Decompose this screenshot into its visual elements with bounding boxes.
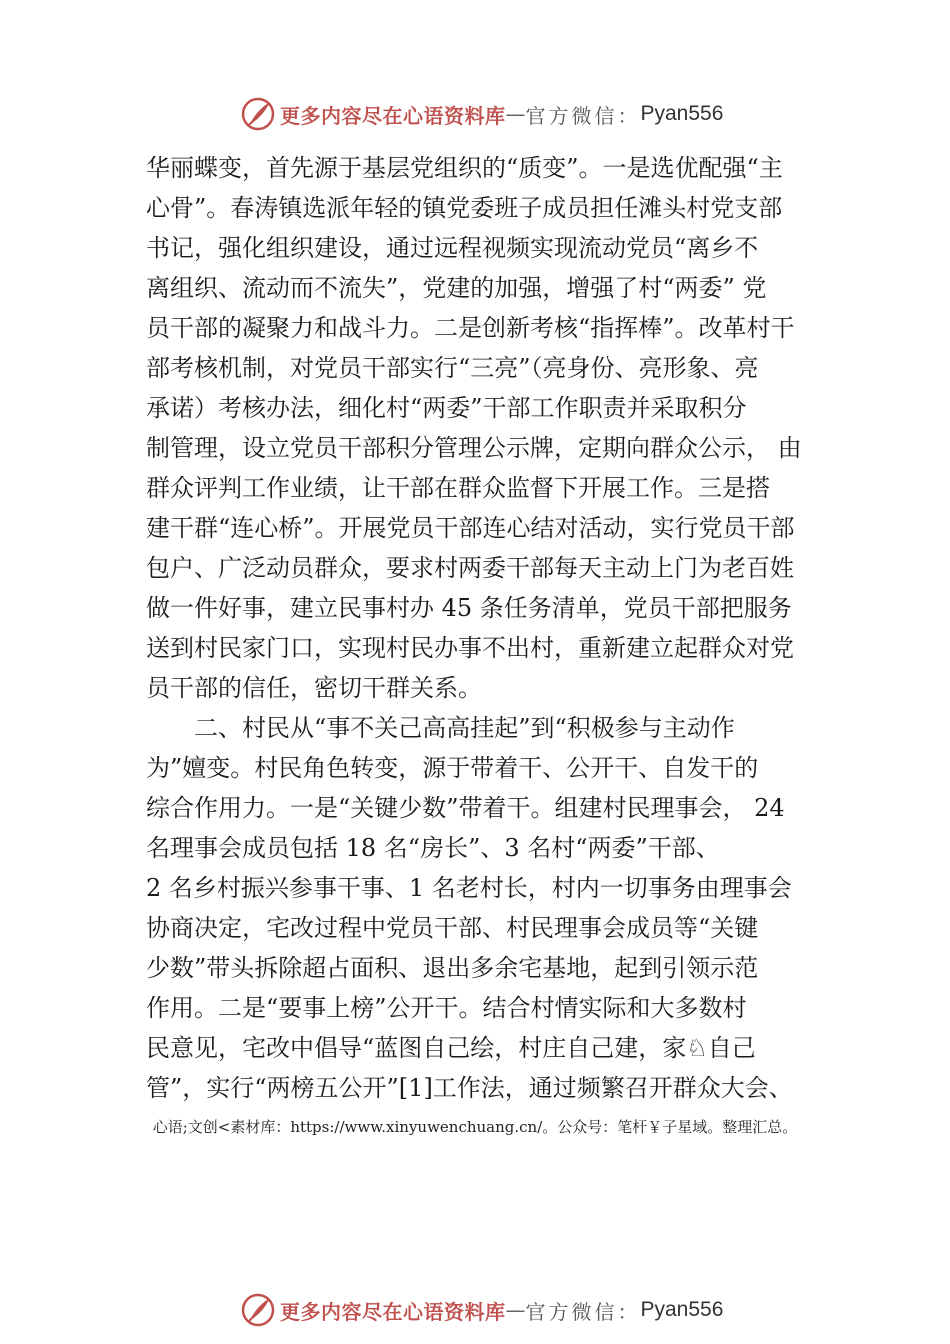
text-line: 做一件好事，建立民事村办 45 条任务清单，党员干部把服务 [146, 594, 792, 622]
banner-wechat-label: 官方微信： [525, 103, 641, 128]
text-line: 书记，强化组织建设，通过远程视频实现流动党员“离乡不 [146, 234, 759, 262]
text-line: 2 名乡村振兴参事干事、1 名老村长，村内一切事务由理事会 [146, 874, 792, 902]
text-line: 民意见，宅改中倡导“蓝图自己绘，村庄自己建，家♘自己 [146, 1034, 756, 1062]
banner-title: 更多内容尽在心语资料库 [280, 1299, 506, 1324]
text-line: 建干群“连心桥”。开展党员干部连心结对活动，实行党员干部 [146, 514, 795, 542]
text-line: 少数”带头拆除超占面积、退出多余宅基地，起到引领示范 [146, 954, 759, 982]
footer-banner [240, 1290, 723, 1330]
text-line: 为”嬗变。村民角色转变，源于带着干、公开干、自发干的 [146, 754, 759, 782]
text-line: 华丽蝶变，首先源于基层党组织的“质变”。一是选优配强“主 [146, 154, 783, 182]
header-banner [240, 94, 723, 134]
text-line: 员干部的信任，密切干群关系。 [146, 674, 482, 702]
banner-wechat-id: Pyan556 [640, 1298, 724, 1321]
banner-separator: — [505, 1298, 526, 1322]
text-line: 心骨”。春涛镇选派年轻的镇党委班子成员担任滩头村党支部 [146, 194, 783, 222]
document-body [146, 148, 826, 1108]
text-line: 管”，实行“两榜五公开”[1]工作法，通过频繁召开群众大会、 [146, 1074, 793, 1102]
banner-wechat-label: 官方微信： [525, 1299, 641, 1324]
text-line: 协商决定，宅改过程中党员干部、村民理事会成员等“关键 [146, 914, 759, 942]
quill-pen-logo-icon [240, 96, 276, 132]
text-line: 群众评判工作业绩，让干部在群众监督下开展工作。三是搭 [146, 474, 770, 502]
text-line: 作用。二是“要事上榜”公开干。结合村情实际和大多数村 [146, 994, 747, 1022]
quill-pen-logo-icon [240, 1292, 276, 1328]
source-footnote: 心语;文创<素材库：https://www.xinyuwenchuang.cn/。公众号：笔杆￥子星域。整理汇总。 [152, 1118, 798, 1136]
text-line: 部考核机制，对党员干部实行“三亮”（亮身份、亮形象、亮 [146, 354, 759, 382]
text-line: 制管理，设立党员干部积分管理公示牌，定期向群众公示， 由 [146, 434, 802, 462]
text-line: 名理事会成员包括 18 名“房长”、3 名村“两委”干部、 [146, 834, 720, 862]
text-line: 离组织、流动而不流失”，党建的加强，增强了村“两委” 党 [146, 274, 767, 302]
banner-separator: — [505, 102, 526, 126]
text-line: 综合作用力。一是“关键少数”带着干。组建村民理事会， 24 [146, 794, 785, 822]
text-line: 承诺）考核办法，细化村“两委”干部工作职责并采取积分 [146, 394, 747, 422]
text-line: 包户、广泛动员群众，要求村两委干部每天主动上门为老百姓 [146, 554, 794, 582]
text-line: 二、村民从“事不关己高高挂起”到“积极参与主动作 [146, 714, 735, 742]
banner-wechat-id: Pyan556 [640, 102, 724, 125]
text-line: 送到村民家门口，实现村民办事不出村，重新建立起群众对党 [146, 634, 794, 662]
text-line: 员干部的凝聚力和战斗力。二是创新考核“指挥棒”。改革村干 [146, 314, 795, 342]
banner-title: 更多内容尽在心语资料库 [280, 103, 506, 128]
